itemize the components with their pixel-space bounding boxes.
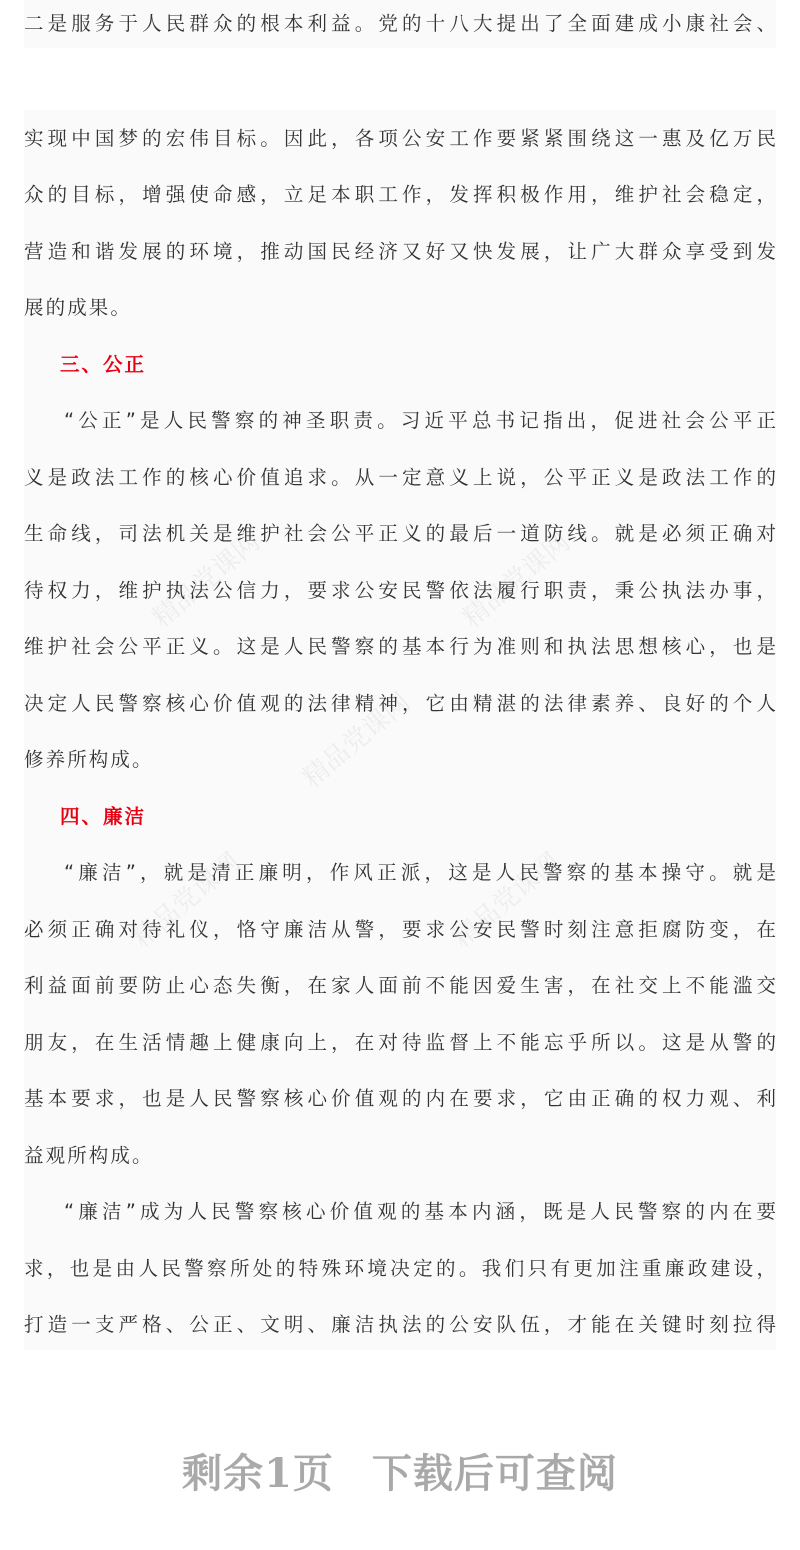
text-line: 众的目标，增强使命感，立足本职工作，发挥积极作用，维护社会稳定， <box>24 183 776 206</box>
text-line: 决定人民警察核心价值观的法律精神，它由精湛的法律素养、良好的个人 <box>24 692 776 715</box>
text-line: 营造和谐发展的环境，推动国民经济又好又快发展，让广大群众享受到发 <box>24 240 776 263</box>
download-prompt[interactable] <box>0 1446 800 1502</box>
text-line: 修养所构成。 <box>24 748 154 771</box>
text-line: 实现中国梦的宏伟目标。因此，各项公安工作要紧紧围绕这一惠及亿万民 <box>24 127 776 150</box>
section-heading-3: 三、公正 <box>60 353 147 376</box>
text-line: “廉洁”，就是清正廉明，作风正派，这是人民警察的基本操守。就是 <box>64 861 776 884</box>
text-line: 必须正确对待礼仪，恪守廉洁从警，要求公安民警时刻注意拒腐防变，在 <box>24 918 776 941</box>
download-to-view-label: 下载后可查阅 <box>371 1450 618 1497</box>
text-line: 展的成果。 <box>24 296 133 319</box>
text-line: 朋友，在生活情趣上健康向上，在对待监督上不能忘乎所以。这是从警的 <box>24 1031 776 1054</box>
text-line: 利益面前要防止心态失衡，在家人面前不能因爱生害，在社交上不能滥交 <box>24 974 776 997</box>
text-line: 打造一支严格、公正、文明、廉洁执法的公安队伍，才能在关键时刻拉得 <box>24 1313 776 1336</box>
text-line: “廉洁”成为人民警察核心价值观的基本内涵，既是人民警察的内在要 <box>64 1200 776 1223</box>
text-line: 维护社会公平正义。这是人民警察的基本行为准则和执法思想核心，也是 <box>24 635 776 658</box>
text-line: 义是政法工作的核心价值追求。从一定意义上说，公平正义是政法工作的 <box>24 466 776 489</box>
text-line: 二是服务于人民群众的根本利益。党的十八大提出了全面建成小康社会、 <box>24 12 776 35</box>
remaining-pages-label: 剩余1页 <box>182 1450 334 1497</box>
text-line: 求，也是由人民警察所处的特殊环境决定的。我们只有更加注重廉政建设， <box>24 1257 776 1280</box>
text-line: “公正”是人民警察的神圣职责。习近平总书记指出，促进社会公平正 <box>64 409 776 432</box>
section-heading-4: 四、廉洁 <box>60 805 147 828</box>
text-line: 待权力，维护执法公信力，要求公安民警依法履行职责，秉公执法办事， <box>24 579 776 602</box>
text-line: 基本要求，也是人民警察核心价值观的内在要求，它由正确的权力观、利 <box>24 1087 776 1110</box>
text-line: 益观所构成。 <box>24 1144 154 1167</box>
text-line: 生命线，司法机关是维护社会公平正义的最后一道防线。就是必须正确对 <box>24 522 776 545</box>
